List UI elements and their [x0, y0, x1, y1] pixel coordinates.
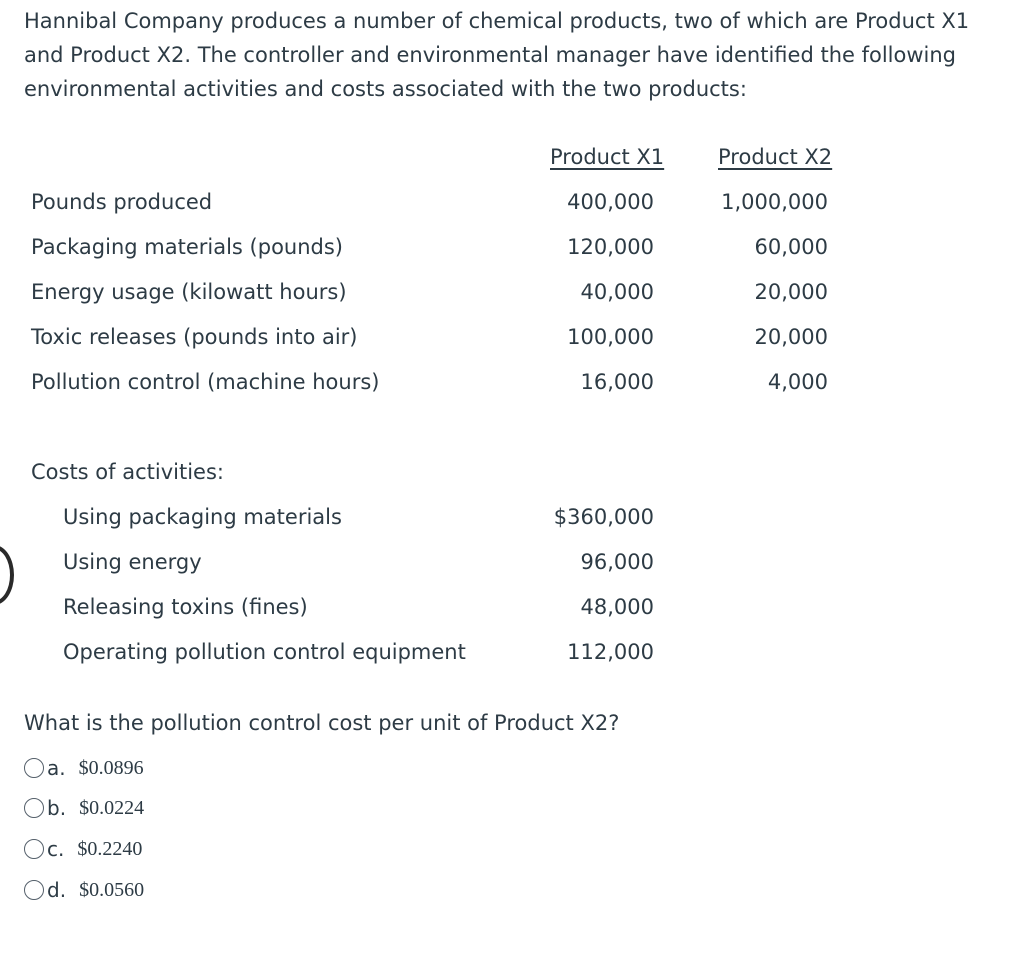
row-x2-packaging: 60,000 [754, 235, 828, 259]
cost-label-energy: Using energy [63, 550, 202, 574]
row-label-pollution: Pollution control (machine hours) [31, 370, 380, 394]
edge-circle-mark [0, 545, 14, 605]
option-value-d: $0.0560 [79, 878, 145, 901]
option-letter-a: a. [47, 756, 66, 780]
option-letter-d: d. [47, 878, 67, 902]
answer-option-b[interactable] [24, 795, 144, 821]
header-product-x2: Product X2 [718, 145, 833, 169]
option-value-a: $0.0896 [78, 756, 144, 779]
cost-value-packaging: $360,000 [553, 505, 654, 529]
problem-intro: Hannibal Company produces a number of chemical products, two of which are Product X1 and Product X2. The controller and environmental manager have identified the following environmental activities and costs associated with the two products: [24, 9, 970, 101]
answer-option-d[interactable] [24, 877, 144, 903]
row-x1-packaging: 120,000 [567, 235, 654, 259]
cost-label-toxins: Releasing toxins (fines) [63, 595, 308, 619]
row-x2-toxic: 20,000 [754, 325, 828, 349]
row-label-toxic: Toxic releases (pounds into air) [31, 325, 358, 349]
row-x2-pounds-produced: 1,000,000 [721, 190, 828, 214]
answer-option-c[interactable] [24, 836, 142, 862]
radio-button-d[interactable] [24, 880, 44, 900]
cost-label-packaging: Using packaging materials [63, 505, 342, 529]
cost-label-pollution-equipment: Operating pollution control equipment [63, 640, 466, 664]
radio-button-b[interactable] [24, 798, 44, 818]
row-label-pounds-produced: Pounds produced [31, 190, 213, 214]
row-label-energy: Energy usage (kilowatt hours) [31, 280, 347, 304]
row-x1-toxic: 100,000 [567, 325, 654, 349]
radio-button-a[interactable] [24, 758, 44, 778]
option-letter-b: b. [47, 796, 67, 820]
radio-button-c[interactable] [24, 839, 44, 859]
row-x1-pounds-produced: 400,000 [567, 190, 654, 214]
cost-value-pollution-equipment: 112,000 [567, 640, 654, 664]
row-x2-energy: 20,000 [754, 280, 828, 304]
question-text: What is the pollution control cost per unit of Product X2? [24, 711, 620, 735]
answer-option-a[interactable] [24, 755, 144, 781]
header-product-x1: Product X1 [550, 145, 665, 169]
cost-value-energy: 96,000 [580, 550, 654, 574]
option-letter-c: c. [47, 837, 65, 861]
row-x1-pollution: 16,000 [580, 370, 654, 394]
row-x2-pollution: 4,000 [767, 370, 828, 394]
option-value-b: $0.0224 [79, 796, 145, 819]
row-label-packaging: Packaging materials (pounds) [31, 235, 343, 259]
cost-value-toxins: 48,000 [580, 595, 654, 619]
costs-title: Costs of activities: [31, 460, 224, 484]
option-value-c: $0.2240 [77, 837, 143, 860]
row-x1-energy: 40,000 [580, 280, 654, 304]
